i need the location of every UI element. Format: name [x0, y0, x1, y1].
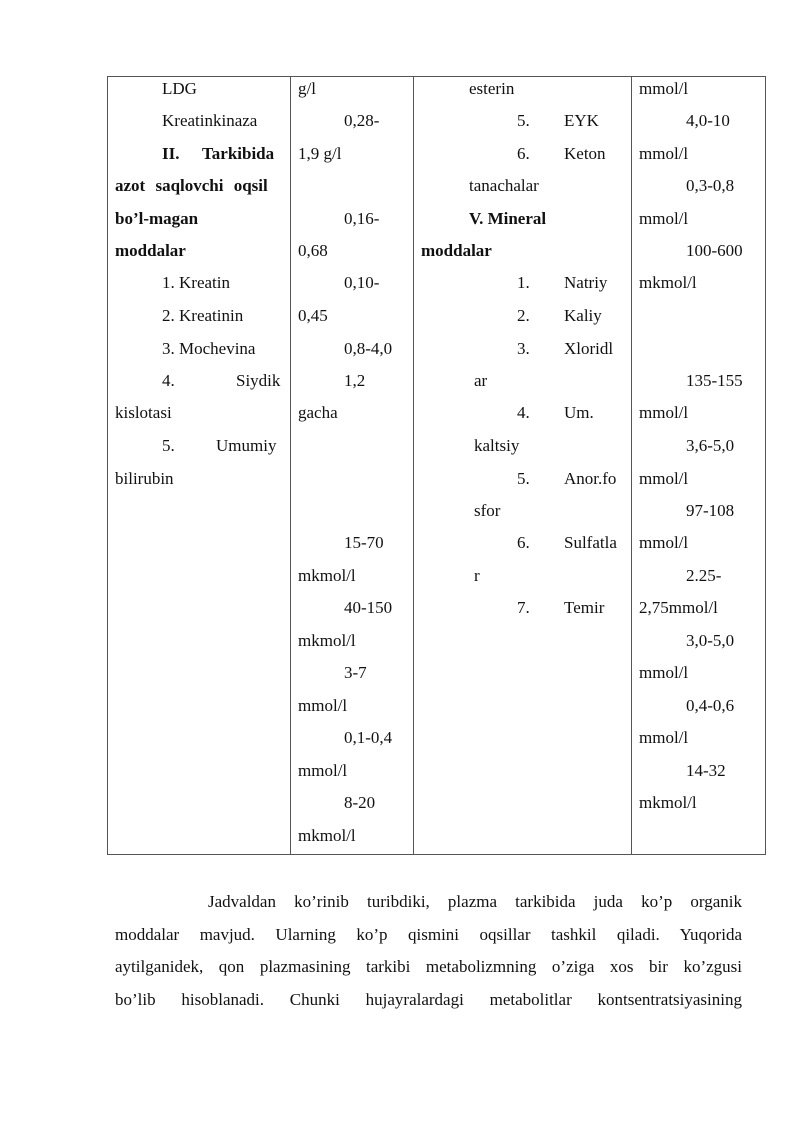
section-heading: II.: [162, 144, 180, 163]
cell-text: 0,28-: [344, 111, 380, 130]
cell-text: Keton: [564, 144, 606, 163]
section-heading: V. Mineral: [469, 209, 547, 228]
cell-text: 2.25-: [686, 566, 722, 585]
section-heading: Tarkibida: [202, 144, 275, 163]
cell-text: 0,8-4,0: [344, 339, 393, 358]
cell-text: 0,10-: [344, 273, 380, 292]
cell-text: mmol/l: [639, 663, 689, 682]
cell-text: mmol/l: [298, 696, 348, 715]
column-divider: [631, 77, 632, 854]
cell-text: mkmol/l: [298, 566, 356, 585]
cell-text: 97-108: [686, 501, 735, 520]
cell-text: 5.: [162, 436, 175, 455]
cell-text: kaltsiy: [474, 436, 520, 455]
cell-text: 1.: [517, 273, 530, 292]
paragraph-line: bo’lib hisoblanadi. Chunki hujayralardagi metabolitlar kontsentratsiyasining: [115, 989, 742, 1009]
cell-text: 135-155: [686, 371, 743, 390]
cell-text: mmol/l: [298, 761, 348, 780]
cell-text: 40-150: [344, 598, 393, 617]
section-heading: moddalar: [421, 241, 492, 260]
cell-text: mmol/l: [639, 469, 689, 488]
cell-text: Natriy: [564, 273, 608, 292]
cell-text: 3.: [517, 339, 530, 358]
cell-text: 4.: [162, 371, 175, 390]
paragraph-line: Jadvaldan ko’rinib turibdiki, plazma tarkibida juda ko’p organik: [208, 892, 742, 911]
cell-text: 2.: [517, 306, 530, 325]
section-heading: moddalar: [115, 241, 186, 260]
cell-text: mmol/l: [639, 144, 689, 163]
cell-text: 4.: [517, 403, 530, 422]
cell-text: 5.: [517, 469, 530, 488]
cell-text: Umumiy: [216, 436, 277, 455]
cell-text: 4,0-10: [686, 111, 730, 130]
cell-text: bilirubin: [115, 469, 174, 488]
cell-text: Um.: [564, 403, 594, 422]
cell-text: esterin: [469, 79, 515, 98]
cell-text: mkmol/l: [298, 631, 356, 650]
cell-text: 8-20: [344, 793, 376, 812]
cell-text: Sulfatla: [564, 533, 617, 552]
cell-text: 0,4-0,6: [686, 696, 735, 715]
cell-text: Kreatinkinaza: [162, 111, 258, 130]
cell-text: 5.: [517, 111, 530, 130]
cell-text: 0,45: [298, 306, 328, 325]
cell-text: mmol/l: [639, 79, 689, 98]
cell-text: 0,1-0,4: [344, 728, 393, 747]
cell-text: sfor: [474, 501, 501, 520]
cell-text: Temir: [564, 598, 605, 617]
cell-text: 0,16-: [344, 209, 380, 228]
paragraph-line: aytilganidek, qon plazmasining tarkibi metabolizmning o’ziga xos bir ko’zgusi: [115, 957, 742, 976]
cell-text: 6.: [517, 533, 530, 552]
cell-text: Xloridl: [564, 339, 614, 358]
cell-text: 0,68: [298, 241, 328, 260]
cell-text: 3. Mochevina: [162, 339, 256, 358]
cell-text: 2,75mmol/l: [639, 598, 718, 617]
cell-text: Anor.fo: [564, 469, 617, 488]
cell-text: EYK: [564, 111, 599, 130]
cell-text: Kaliy: [564, 306, 602, 325]
cell-text: 14-32: [686, 761, 726, 780]
cell-text: mmol/l: [639, 728, 689, 747]
cell-text: 2. Kreatinin: [162, 306, 244, 325]
column-divider: [290, 77, 291, 854]
cell-text: 6.: [517, 144, 530, 163]
cell-text: tanachalar: [469, 176, 539, 195]
cell-text: 3,0-5,0: [686, 631, 735, 650]
cell-text: g/l: [298, 79, 316, 98]
cell-text: mkmol/l: [298, 826, 356, 845]
paragraph-line: moddalar mavjud. Ularning ko’p qismini oqsillar tashkil qiladi. Yuqorida: [115, 924, 742, 944]
section-heading: bo’l-magan: [115, 209, 199, 228]
cell-text: 100-600: [686, 241, 743, 260]
cell-text: 1,2: [344, 371, 366, 390]
cell-text: LDG: [162, 79, 197, 98]
cell-text: Siydik: [236, 371, 281, 390]
cell-text: kislotasi: [115, 403, 172, 422]
column-divider: [413, 77, 414, 854]
cell-text: mmol/l: [639, 403, 689, 422]
cell-text: mkmol/l: [639, 273, 697, 292]
section-heading: azot saqlovchi oqsil: [115, 176, 268, 195]
cell-text: gacha: [298, 403, 338, 422]
body-paragraph: [115, 886, 742, 1016]
cell-text: mmol/l: [639, 533, 689, 552]
cell-text: 1,9 g/l: [298, 144, 342, 163]
cell-text: 3,6-5,0: [686, 436, 735, 455]
cell-text: 0,3-0,8: [686, 176, 735, 195]
cell-text: 3-7: [344, 663, 367, 682]
cell-text: mkmol/l: [639, 793, 697, 812]
cell-text: r: [474, 566, 480, 585]
cell-text: 15-70: [344, 533, 384, 552]
cell-text: 7.: [517, 598, 530, 617]
cell-text: ar: [474, 371, 488, 390]
cell-text: 1. Kreatin: [162, 273, 230, 292]
cell-text: mmol/l: [639, 209, 689, 228]
